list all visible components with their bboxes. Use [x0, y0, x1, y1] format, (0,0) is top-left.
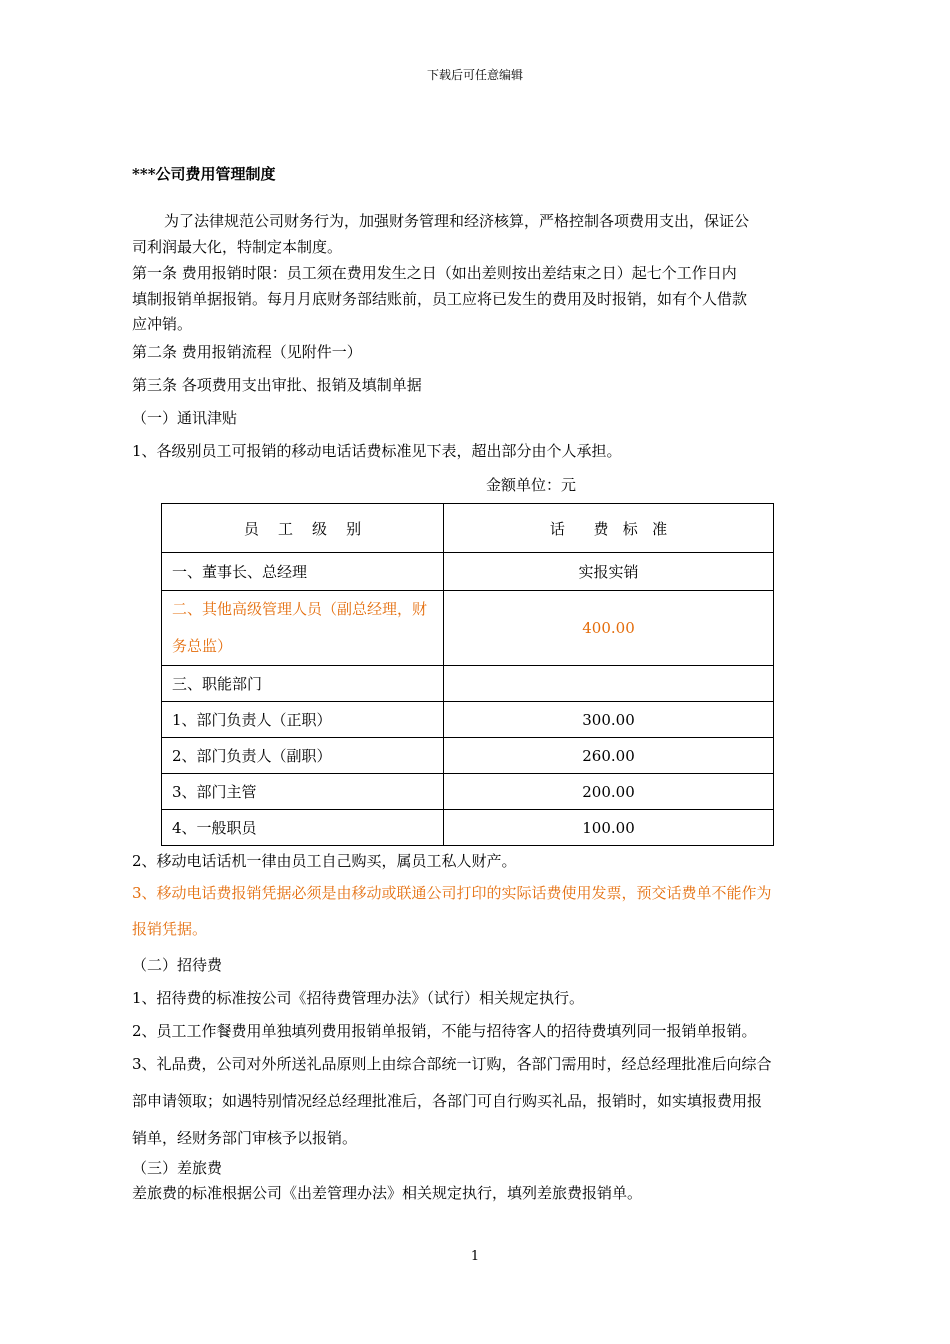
row-standard: 400.00 [444, 591, 774, 666]
row-level: 2、部门负责人（副职） [162, 738, 444, 774]
article2: 第二条 费用报销流程（见附件一） [132, 343, 362, 361]
table-row [162, 666, 774, 702]
section1-item3-line2: 报销凭据。 [132, 920, 208, 938]
section3-heading: （三）差旅费 [132, 1159, 223, 1177]
intro-paragraph-line2: 司利润最大化，特制定本制度。 [132, 238, 343, 256]
section2-item3-line3: 销单，经财务部门审核予以报销。 [132, 1129, 358, 1147]
row-standard [444, 666, 774, 702]
header-fee-standard: 话 费 标 准 [444, 504, 774, 553]
page-number: 1 [470, 1249, 480, 1264]
section1-item2: 2、移动电话话机一律由员工自己购买，属员工私人财产。 [132, 852, 517, 870]
row-level: 4、一般职员 [162, 810, 444, 846]
row-level [162, 591, 444, 666]
table-row [162, 702, 774, 738]
table-header-row [162, 504, 774, 553]
table-row [162, 738, 774, 774]
section2-item3-line2: 部申请领取；如遇特别情况经总经理批准后，各部门可自行购买礼品，报销时，如实填报费用报 [132, 1092, 763, 1110]
phone-fee-standard-table [161, 503, 774, 846]
row-standard: 100.00 [444, 810, 774, 846]
table-row [162, 810, 774, 846]
section2-heading: （二）招待费 [132, 956, 223, 974]
section2-item1: 1、招待费的标准按公司《招待费管理办法》（试行）相关规定执行。 [132, 989, 585, 1007]
table-row [162, 553, 774, 591]
row-standard: 200.00 [444, 774, 774, 810]
row-level: 三、职能部门 [162, 666, 444, 702]
section2-item2: 2、员工工作餐费用单独填列费用报销单报销，不能与招待客人的招待费填列同一报销单报销。 [132, 1022, 757, 1040]
row-level: 一、董事长、总经理 [162, 553, 444, 591]
row-level: 3、部门主管 [162, 774, 444, 810]
section1-item1: 1、各级别员工可报销的移动电话话费标准见下表，超出部分由个人承担。 [132, 442, 622, 460]
section3-text: 差旅费的标准根据公司《出差管理办法》相关规定执行，填列差旅费报销单。 [132, 1184, 643, 1202]
amount-unit-label: 金额单位：元 [486, 476, 577, 494]
table-row [162, 774, 774, 810]
section1-heading: （一）通讯津贴 [132, 409, 238, 427]
article1-line1: 第一条 费用报销时限：员工须在费用发生之日（如出差则按出差结束之日）起七个工作日内 [132, 264, 737, 282]
intro-paragraph-line1: 为了法律规范公司财务行为，加强财务管理和经济核算，严格控制各项费用支出，保证公 [164, 212, 750, 230]
row-level-line2: 务总监） [172, 637, 233, 655]
section2-item3-line1: 3、礼品费，公司对外所送礼品原则上由综合部统一订购，各部门需用时，经总经理批准后向综合 [132, 1055, 772, 1073]
table-row [162, 591, 774, 666]
row-standard: 实报实销 [444, 553, 774, 591]
row-level: 1、部门负责人（正职） [162, 702, 444, 738]
document-title: ***公司费用管理制度 [132, 165, 276, 183]
row-standard: 260.00 [444, 738, 774, 774]
header-note: 下载后可任意编辑 [426, 68, 523, 82]
section1-item3-line1: 3、移动电话费报销凭据必须是由移动或联通公司打印的实际话费使用发票，预交话费单不能作为 [132, 884, 772, 902]
row-standard: 300.00 [444, 702, 774, 738]
article3: 第三条 各项费用支出审批、报销及填制单据 [132, 376, 422, 394]
article1-line3: 应冲销。 [132, 315, 193, 333]
row-level-line1: 二、其他高级管理人员（副总经理，财 [172, 600, 428, 618]
header-employee-level: 员 工 级 别 [162, 504, 444, 553]
article1-line2: 填制报销单据报销。每月月底财务部结账前，员工应将已发生的费用及时报销，如有个人借款 [132, 290, 748, 308]
